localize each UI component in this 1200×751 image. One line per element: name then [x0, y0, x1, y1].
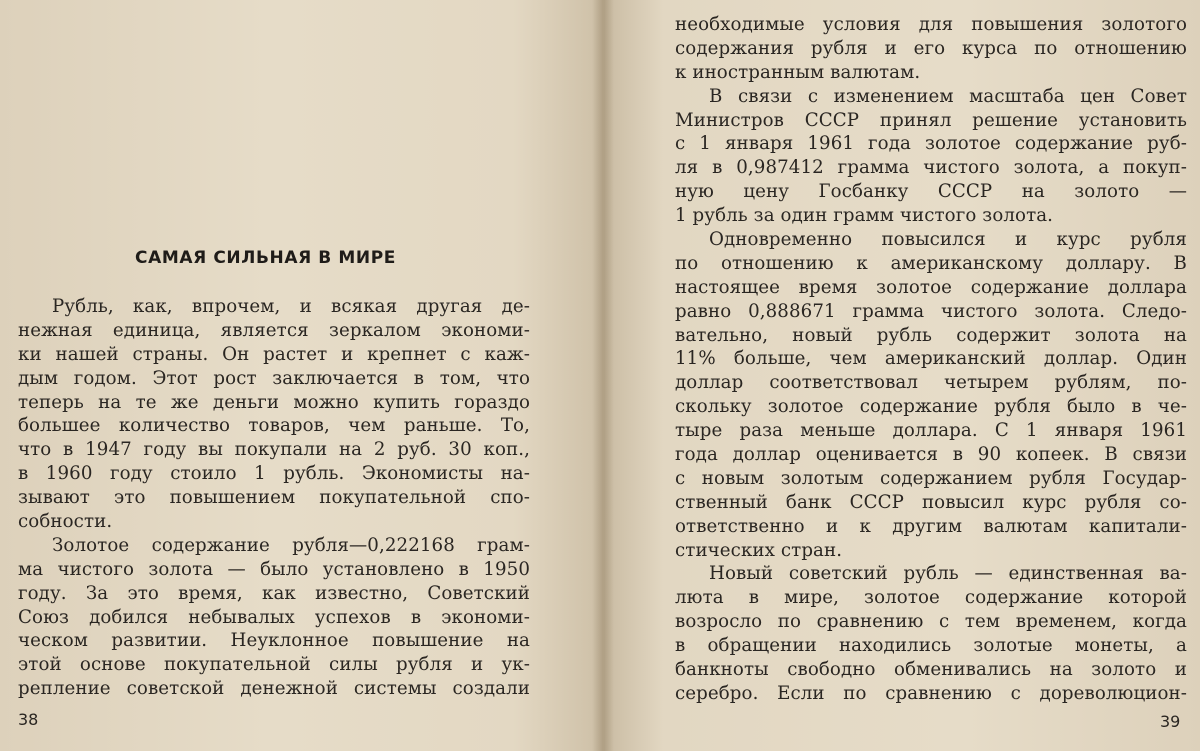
text-line: этой основе покупательной силы рубля и ук-: [18, 654, 530, 676]
text-line: необходимые условия для повышения золотого: [675, 14, 1187, 35]
text-line: ную цену Госбанку СССР на золото —: [675, 181, 1187, 203]
text-line: Новый советский рубль — единственная ва-: [709, 563, 1187, 585]
text-line: нежная единица, является зеркалом экономи-: [18, 319, 530, 341]
text-line: ческом развитии. Неуклонное повышение на: [18, 630, 530, 652]
text-line: в обращении находились золотые монеты, а: [675, 635, 1187, 657]
text-line: В связи с изменением масштаба цен Совет: [709, 85, 1187, 107]
text-line: ля в 0,987412 грамма чистого золота, а покуп-: [675, 157, 1187, 179]
text-line: с новым золотым содержанием рубля Государ-: [675, 467, 1187, 489]
text-line: с 1 января 1961 года золотое содержание руб-: [675, 133, 1187, 155]
text-line: ответственно и к другим валютам капитали-: [675, 515, 1187, 537]
book-gutter: [592, 0, 614, 751]
text-line: Министров СССР принял решение установить: [675, 109, 1187, 131]
text-line: тыре раза меньше доллара. С 1 января 1961: [675, 420, 1187, 442]
text-line: серебро. Если по сравнению с дореволюцион-: [675, 682, 1187, 704]
text-line: к иностранным валютам.: [675, 61, 921, 83]
text-line: году. За это время, как известно, Советский: [18, 582, 530, 604]
text-line: Рубль, как, впрочем, и всякая другая де-: [52, 296, 530, 317]
text-line: дым годом. Этот рост заключается в том, что: [18, 367, 530, 389]
text-line: равно 0,888671 грамма чистого золота. Следо-: [675, 300, 1187, 322]
right-body-text: [675, 13, 1187, 706]
text-line: вательно, новый рубль содержит золота на: [675, 324, 1187, 346]
text-line: содержания рубля и его курса по отношению: [675, 37, 1187, 59]
text-line: возросло по сравнению с тем временем, когда: [675, 611, 1187, 633]
text-line: по отношению к американскому доллару. В: [675, 252, 1187, 274]
text-line: 1 рубль за один грамм чистого золота.: [675, 205, 1054, 227]
text-line: скольку золотое содержание рубля было в че-: [675, 396, 1187, 418]
text-line: большее количество товаров, чем раньше. То,: [18, 415, 530, 437]
text-line: доллар соответствовал четырем рублям, по-: [675, 372, 1187, 394]
text-line: собности.: [18, 511, 113, 533]
text-line: настоящее время золотое содержание доллара: [675, 276, 1187, 298]
page-number-left: 38: [18, 710, 39, 729]
text-line: года доллар оценивается в 90 копеек. В связи: [675, 444, 1187, 466]
text-line: что в 1947 году вы покупали на 2 руб. 30 коп.,: [18, 439, 530, 461]
text-line: в 1960 году стоило 1 рубль. Экономисты на-: [18, 463, 530, 485]
text-line: Одновременно повысился и курс рубля: [709, 229, 1187, 251]
text-line: зывают это повышением покупательной спо-: [18, 487, 530, 509]
left-body-text: [18, 295, 530, 701]
page-number-right: 39: [1160, 712, 1181, 731]
chapter-heading: САМАЯ СИЛЬНАЯ В МИРЕ: [135, 248, 396, 268]
text-line: стических стран.: [675, 539, 843, 561]
text-line: ственный банк СССР повысил курс рубля со-: [675, 491, 1187, 513]
text-line: Золотое содержание рубля—0,222168 грам-: [52, 534, 530, 556]
text-line: люта в мире, золотое содержание которой: [675, 587, 1187, 609]
text-line: ки нашей страны. Он растет и крепнет с каж-: [18, 343, 530, 365]
text-line: Союз добился небывалых успехов в экономи-: [18, 606, 530, 628]
text-line: теперь на те же деньги можно купить гораздо: [18, 391, 530, 413]
text-line: ма чистого золота — было установлено в 1950: [18, 558, 530, 580]
text-line: банкноты свободно обменивались на золото и: [675, 659, 1187, 681]
text-line: репление советской денежной системы создали: [18, 678, 530, 700]
text-line: 11% больше, чем американский доллар. Один: [675, 348, 1187, 370]
